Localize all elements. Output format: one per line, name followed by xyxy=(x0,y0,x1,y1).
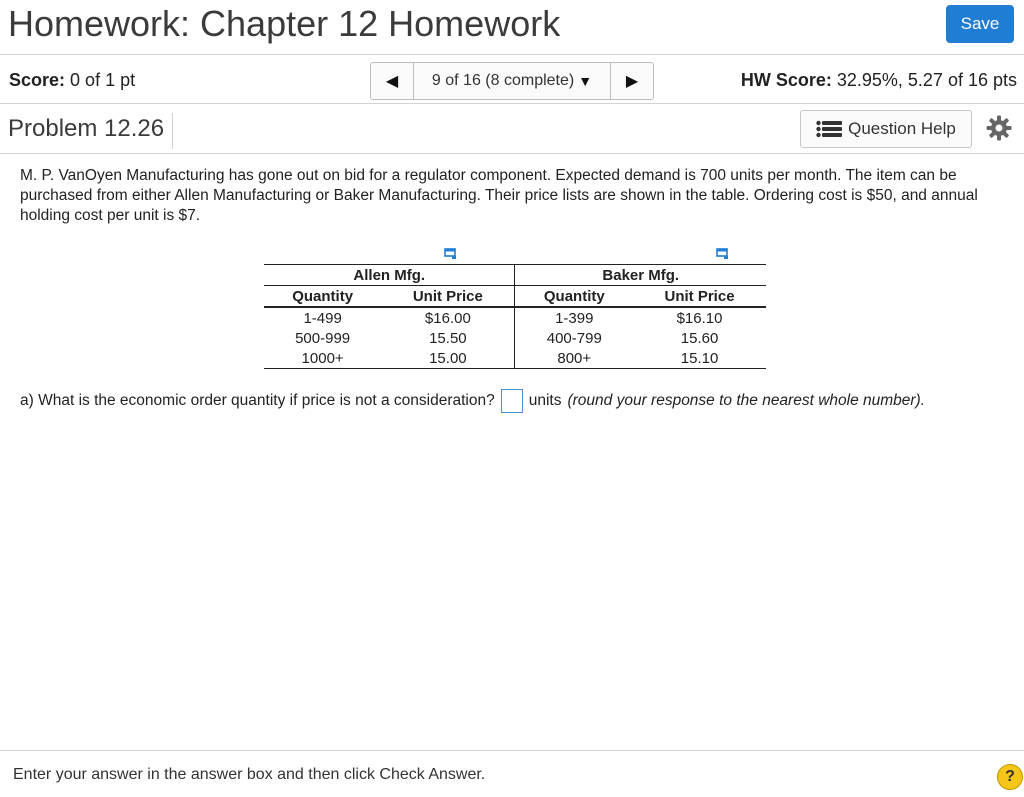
arrow-left-icon: ◀ xyxy=(385,73,399,90)
divider xyxy=(0,103,1024,104)
help-icon[interactable]: ? xyxy=(997,764,1023,790)
copy-table-icon[interactable] xyxy=(444,248,458,260)
divider xyxy=(0,153,1024,154)
copy-table-icon[interactable] xyxy=(716,248,730,260)
table-row xyxy=(264,307,766,328)
problem-title: Problem 12.26 xyxy=(8,113,173,149)
footer-instruction: Enter your answer in the answer box and then click Check Answer. xyxy=(13,766,486,783)
score xyxy=(9,70,135,91)
rounding-note: (round your response to the nearest whole number). xyxy=(567,392,926,409)
question-select-dropdown[interactable] xyxy=(414,63,610,99)
question-position: 9 of 16 (8 complete) xyxy=(431,72,575,89)
divider xyxy=(0,54,1024,55)
divider xyxy=(0,750,1024,751)
question-help-button[interactable] xyxy=(800,110,972,148)
allen-price: 15.00 xyxy=(381,348,515,369)
problem-statement: M. P. VanOyen Manufacturing has gone out on bid for a regulator component. Expected demand is 700 units per month. The item can be purchased from either Allen Manufacturing or Baker Manufacturing. Their price lists are shown in the table. Ordering cost is $50, and annual holding cost per unit is $7. xyxy=(20,167,978,224)
hw-score-value: 32.95%, 5.27 of 16 pts xyxy=(836,70,1017,90)
allen-quantity: 500-999 xyxy=(295,329,351,347)
arrow-right-icon: ▶ xyxy=(625,73,639,90)
allen-quantity: 1-499 xyxy=(303,309,342,327)
score-value: 0 of 1 pt xyxy=(70,70,136,90)
baker-quantity: 400-799 xyxy=(546,329,602,347)
baker-price: 15.60 xyxy=(680,329,719,347)
baker-price: 15.10 xyxy=(633,348,766,369)
baker-quantity: 1-399 xyxy=(555,309,594,327)
col-quantity: Quantity xyxy=(515,286,633,308)
save-button[interactable]: Save xyxy=(946,5,1014,43)
baker-price: $16.10 xyxy=(676,309,723,327)
page-title: Homework: Chapter 12 Homework xyxy=(8,3,561,44)
question-navigator xyxy=(370,62,654,100)
question-a-prompt: a) What is the economic order quantity if price is not a consideration? xyxy=(20,392,495,409)
hw-score xyxy=(741,70,1017,91)
table-row xyxy=(264,348,766,369)
baker-quantity: 800+ xyxy=(515,348,633,369)
price-table xyxy=(264,264,766,369)
question-help-label: Question Help xyxy=(848,119,956,138)
allen-quantity: 1000+ xyxy=(264,348,381,369)
caret-down-icon: ▼ xyxy=(578,73,593,89)
gear-icon[interactable] xyxy=(986,115,1012,141)
allen-price: 15.50 xyxy=(381,328,515,348)
vendor-baker-header: Baker Mfg. xyxy=(515,265,766,286)
col-quantity: Quantity xyxy=(264,286,381,308)
previous-question-button[interactable] xyxy=(371,63,414,99)
answer-input[interactable] xyxy=(501,389,523,413)
table-row xyxy=(264,328,766,348)
hw-score-label: HW Score: xyxy=(740,70,832,90)
list-icon xyxy=(816,120,842,138)
units-label: units xyxy=(528,392,562,409)
vendor-allen-header: Allen Mfg. xyxy=(264,265,515,286)
col-unit-price: Unit Price xyxy=(381,286,515,308)
question-a xyxy=(20,389,925,413)
score-label: Score: xyxy=(9,70,66,90)
next-question-button[interactable] xyxy=(610,63,653,99)
col-unit-price: Unit Price xyxy=(633,286,766,308)
allen-price: $16.00 xyxy=(381,307,515,328)
